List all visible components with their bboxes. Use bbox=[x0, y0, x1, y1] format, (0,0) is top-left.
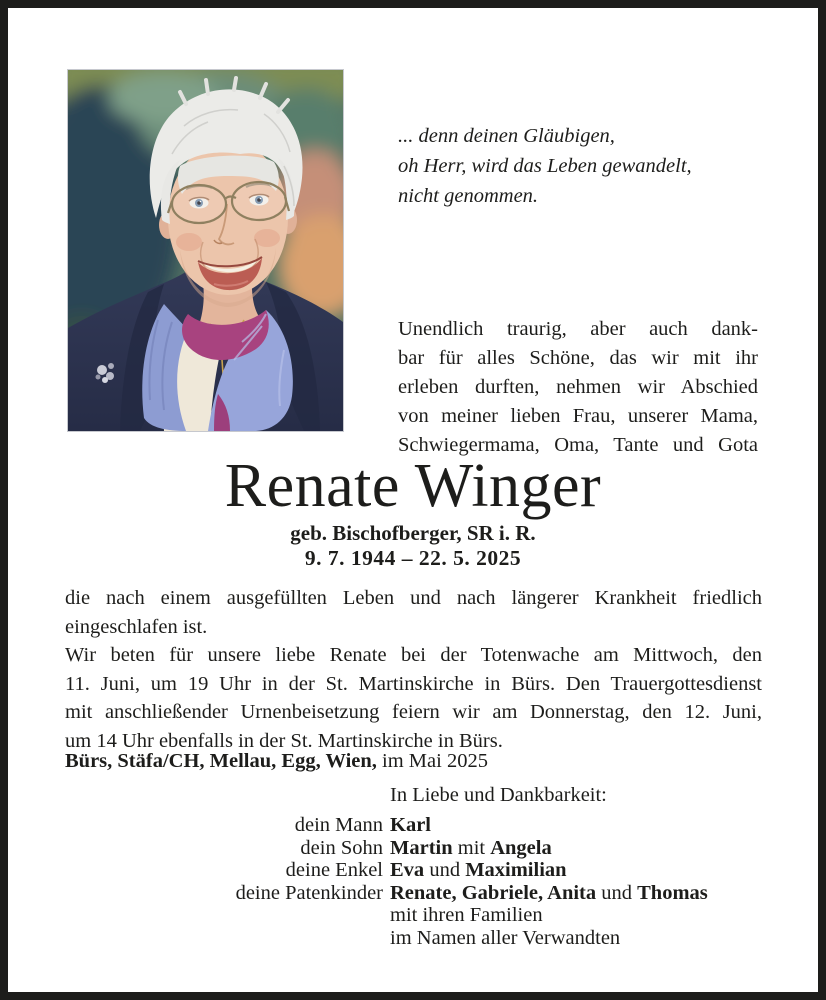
announcement-line: um 14 Uhr ebenfalls in der St. Martinskirche in Bürs. bbox=[65, 729, 503, 752]
mourner-name: Karl bbox=[390, 814, 431, 836]
quote-line: oh Herr, wird das Leben gewandelt, bbox=[398, 155, 692, 177]
families-line: mit ihren Familien bbox=[390, 904, 543, 926]
closing-section bbox=[65, 784, 777, 949]
connector-text: und bbox=[424, 859, 466, 881]
mourner-row-husband bbox=[65, 814, 777, 837]
relation-label: deine Patenkinder bbox=[235, 881, 383, 904]
relatives-row bbox=[65, 927, 777, 950]
quote-line: ... denn deinen Gläubigen, bbox=[398, 125, 615, 147]
connector-text: mit bbox=[452, 836, 491, 859]
mourner-row-godchildren bbox=[65, 882, 777, 905]
month-year: im Mai 2025 bbox=[376, 750, 488, 772]
connector-text: und bbox=[596, 881, 638, 904]
relation-label: dein Sohn bbox=[300, 836, 383, 859]
closing-header: In Liebe und Dankbarkeit: bbox=[390, 784, 607, 806]
intro-paragraph bbox=[398, 315, 758, 460]
announcement-line: die nach einem ausgefüllten Leben und nach längerer Krankheit friedlich bbox=[65, 587, 762, 609]
announcement-line: 11. Juni, um 19 Uhr in der St. Martinskirche in Bürs. Den Trauergottesdienst bbox=[65, 672, 762, 695]
closing-header-row bbox=[65, 784, 777, 807]
deceased-life-dates: 9. 7. 1944 – 22. 5. 2025 bbox=[304, 546, 522, 570]
mourner-name: Eva bbox=[390, 859, 425, 881]
deceased-name: Renate Winger bbox=[224, 452, 602, 520]
scripture-quote bbox=[398, 121, 738, 211]
mourner-name: Maximilian bbox=[465, 859, 567, 881]
portrait-photo bbox=[67, 69, 344, 432]
intro-line: von meiner lieben Frau, unserer Mama, bbox=[398, 405, 758, 427]
relation-label: deine Enkel bbox=[285, 859, 383, 881]
deceased-birth-name: geb. Bischofberger, SR i. R. bbox=[290, 521, 536, 545]
mourner-name: Angela bbox=[490, 836, 552, 859]
relatives-line: im Namen aller Verwandten bbox=[390, 926, 621, 949]
announcement-line: mit anschließender Urnenbeisetzung feiern wir am Donnerstag, den 12. Juni, bbox=[65, 701, 762, 723]
announcement-line: eingeschlafen ist. bbox=[65, 615, 208, 638]
portrait-illustration bbox=[68, 70, 343, 431]
announcement-line: Wir beten für unsere liebe Renate bei der Totenwache am Mittwoch, den bbox=[65, 644, 762, 666]
mourner-name: Martin bbox=[390, 836, 453, 859]
intro-line: Unendlich traurig, aber auch dank- bbox=[398, 318, 758, 340]
places-list: Bürs, Stäfa/CH, Mellau, Egg, Wien, bbox=[65, 750, 377, 772]
places-date-line bbox=[65, 748, 765, 774]
mourner-name: Renate, Gabriele, Anita bbox=[390, 881, 597, 904]
families-row bbox=[65, 904, 777, 927]
relation-label: dein Mann bbox=[294, 814, 383, 836]
announcement-paragraph bbox=[65, 584, 762, 755]
intro-line: erleben durften, nehmen wir Abschied bbox=[398, 376, 758, 398]
mourner-row-grandchildren bbox=[65, 859, 777, 882]
quote-line: nicht genommen. bbox=[398, 185, 539, 207]
mourner-name: Thomas bbox=[637, 881, 708, 904]
mourner-row-son bbox=[65, 837, 777, 860]
intro-line: Schwiegermama, Oma, Tante und Gota bbox=[398, 434, 758, 456]
intro-line: bar für alles Schöne, das wir mit ihr bbox=[398, 347, 758, 369]
